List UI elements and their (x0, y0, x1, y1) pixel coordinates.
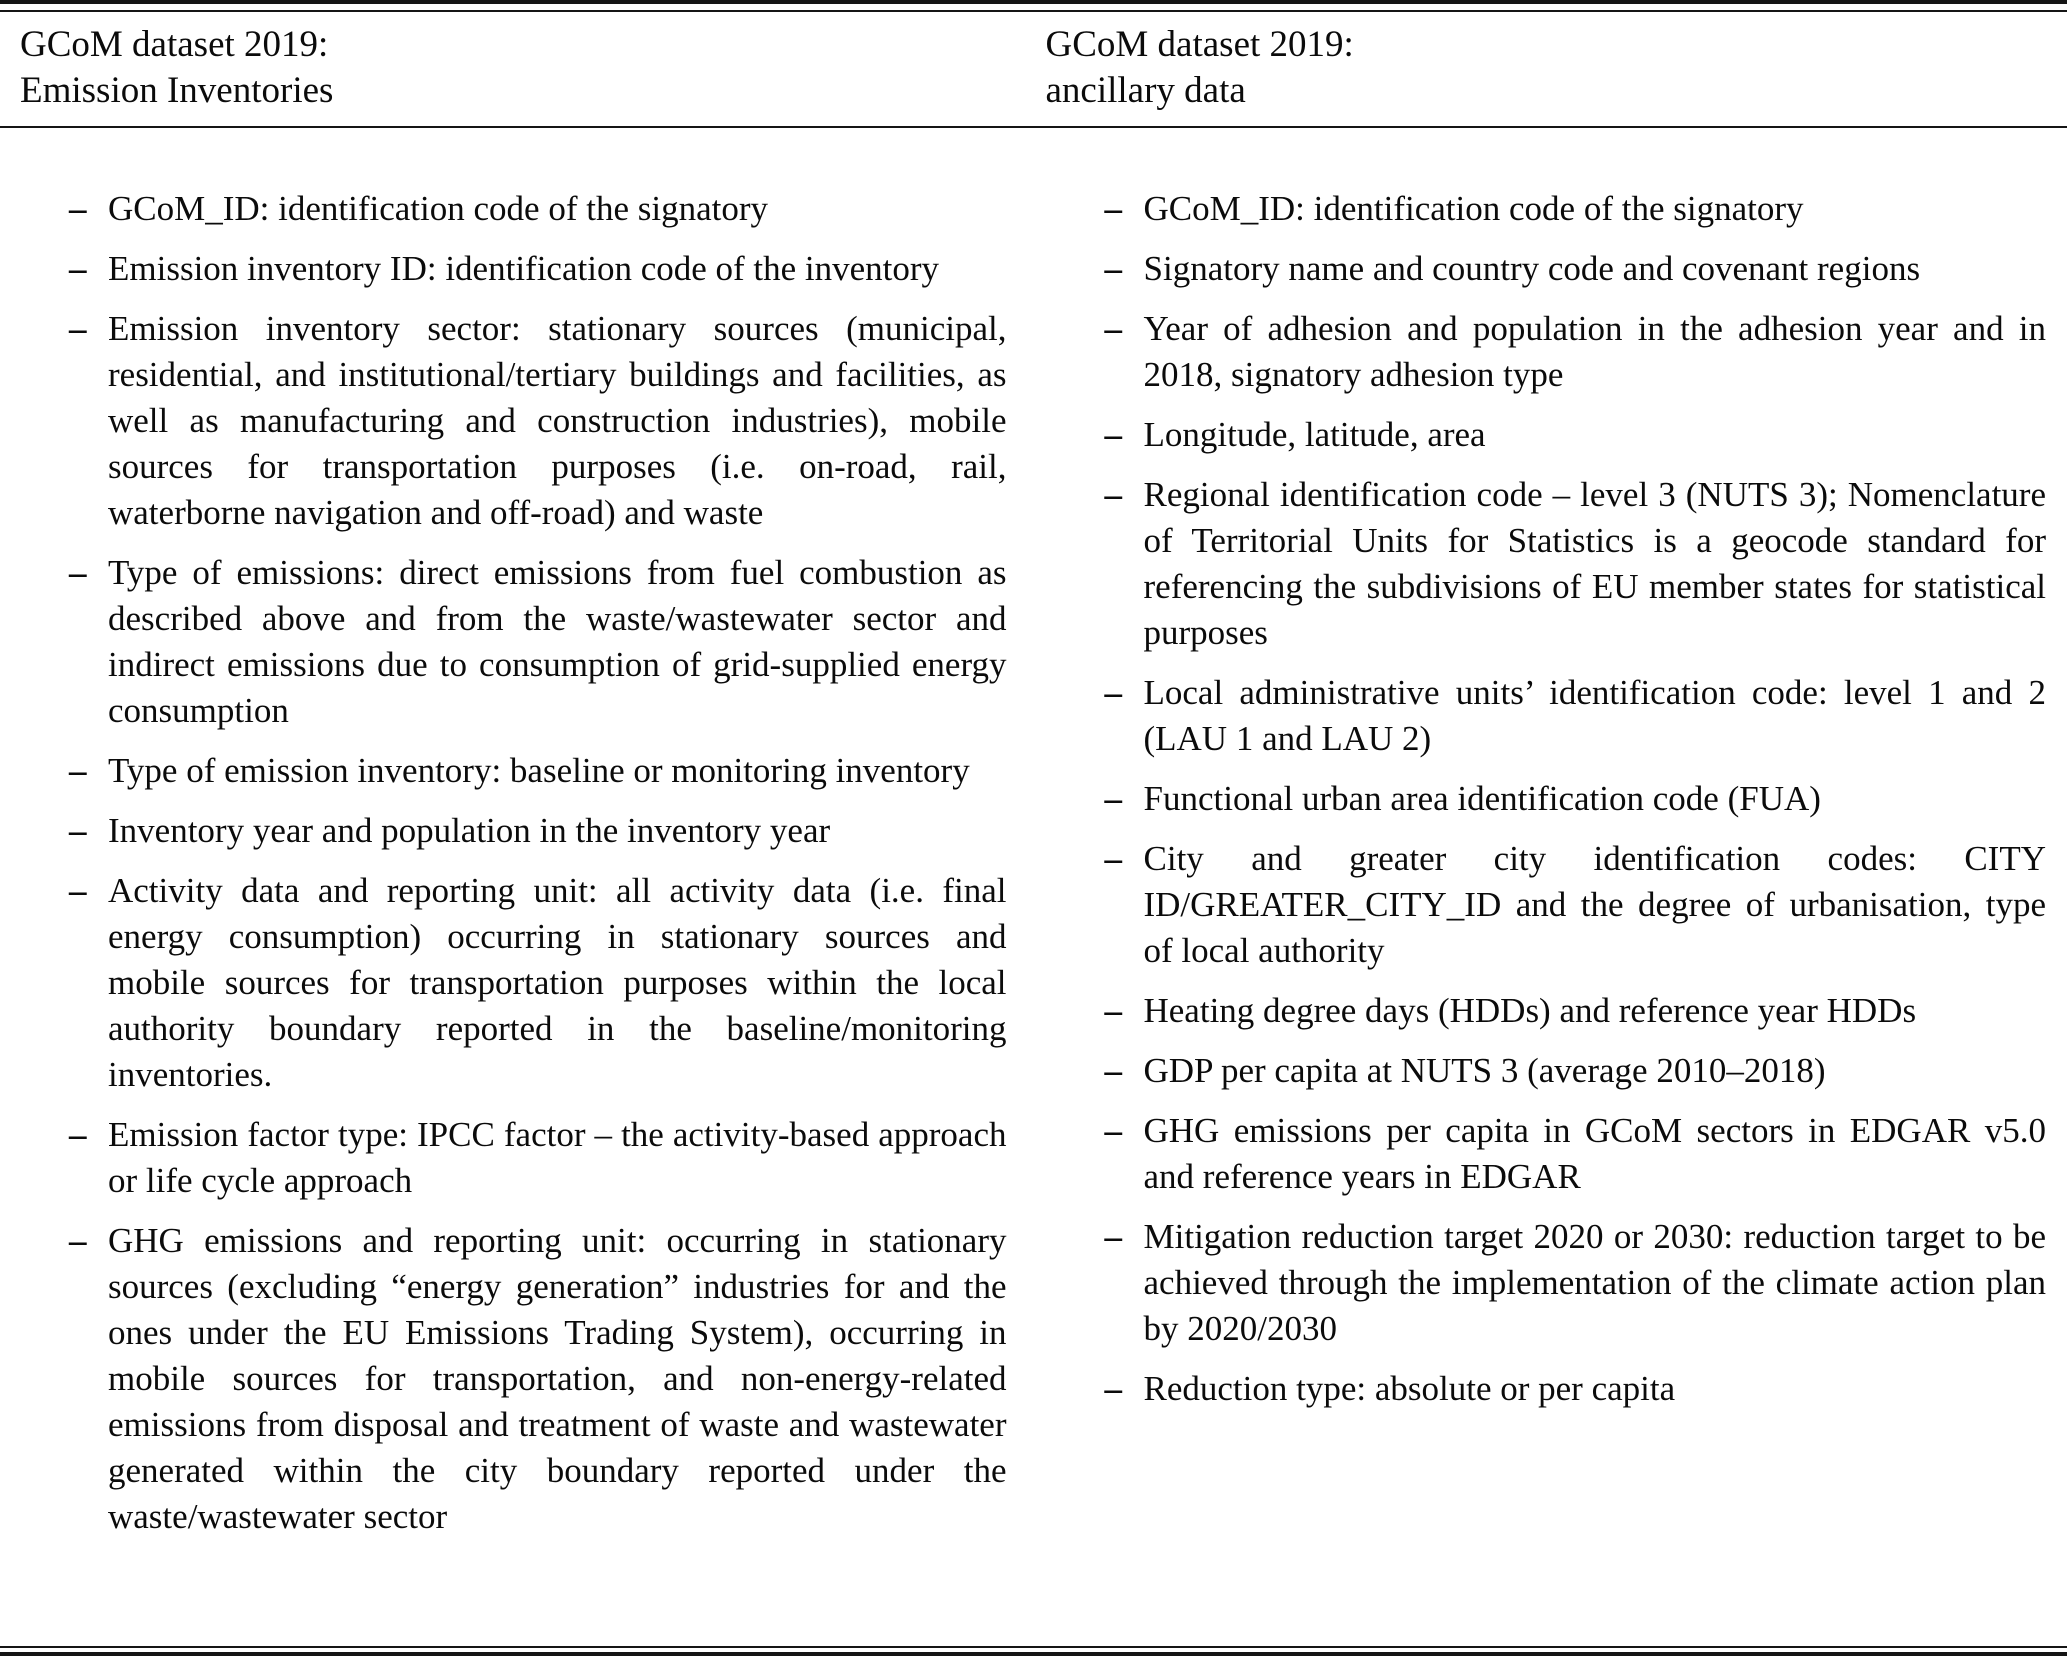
dash-bullet-icon: – (1104, 673, 1122, 712)
list-item (1105, 412, 2047, 458)
list-item (69, 550, 1007, 734)
table-header-row (0, 12, 2067, 128)
list-item (69, 1218, 1007, 1540)
list-item (69, 868, 1007, 1098)
table-bottom-rule (0, 1646, 2067, 1656)
list-item (69, 306, 1007, 536)
dash-bullet-icon: – (69, 189, 87, 228)
list-item-text: Functional urban area identification code (FUA) (1143, 779, 1821, 818)
dash-bullet-icon: – (1104, 991, 1122, 1030)
list-item (1105, 246, 2047, 292)
list-item (1105, 472, 2047, 656)
list-item-text: Longitude, latitude, area (1143, 415, 1486, 454)
list-item (69, 1112, 1007, 1204)
list-item (69, 808, 1007, 854)
list-item (1105, 186, 2047, 232)
dash-bullet-icon: – (1104, 309, 1122, 348)
column-header-emission-inventories (0, 22, 1034, 114)
list-item-text: Type of emissions: direct emissions from fuel combustion as described above and from the waste/wastewater sector and indirect emissions due to consumption of grid-supplied energy consumption (108, 553, 1007, 730)
list-item-text: Signatory name and country code and covenant regions (1143, 249, 1921, 288)
dash-bullet-icon: – (69, 553, 87, 592)
list-item (1105, 1108, 2047, 1200)
header-line: Emission Inventories (20, 70, 334, 111)
dash-bullet-icon: – (1104, 415, 1122, 454)
list-item-text: GCoM_ID: identification code of the signatory (1143, 189, 1804, 228)
list-item-text: Year of adhesion and population in the adhesion year and in 2018, signatory adhesion type (1143, 309, 2046, 394)
dash-bullet-icon: – (1104, 1111, 1122, 1150)
list-item (69, 748, 1007, 794)
dash-bullet-icon: – (1104, 779, 1122, 818)
header-line: GCoM dataset 2019: (1045, 24, 1354, 65)
dash-bullet-icon: – (1104, 189, 1122, 228)
dash-bullet-icon: – (69, 811, 87, 850)
dash-bullet-icon: – (69, 751, 87, 790)
list-item-text: GHG emissions per capita in GCoM sectors in EDGAR v5.0 and reference years in EDGAR (1143, 1111, 2046, 1196)
list-item-text: Emission factor type: IPCC factor – the activity-based approach or life cycle approach (108, 1115, 1007, 1200)
list-item (1105, 988, 2047, 1034)
list-item-text: Emission inventory ID: identification code of the inventory (108, 249, 940, 288)
list-item (1105, 306, 2047, 398)
dash-bullet-icon: – (1104, 839, 1122, 878)
list-item (69, 186, 1007, 232)
list-item-text: Regional identification code – level 3 (NUTS 3); Nomenclature of Territorial Units for Statistics is a geocode standard for referencing the subdivisions of EU member states for statistical purposes (1143, 475, 2046, 652)
column-header-ancillary-data (1034, 22, 2067, 114)
list-item (1105, 1048, 2047, 1094)
list-item-text: GCoM_ID: identification code of the signatory (108, 189, 768, 228)
dash-bullet-icon: – (1104, 1369, 1122, 1408)
dash-bullet-icon: – (69, 309, 87, 348)
dash-bullet-icon: – (1104, 1217, 1122, 1256)
list-item-text: Reduction type: absolute or per capita (1143, 1369, 1676, 1408)
list-item-text: GDP per capita at NUTS 3 (average 2010–2018) (1143, 1051, 1826, 1090)
list-item (1105, 836, 2047, 974)
list-item-text: Activity data and reporting unit: all activity data (i.e. final energy consumption) occurring in stationary sources and mobile sources for transportation purposes within the local authority boundary reported in the baseline/monitoring inventories. (108, 871, 1007, 1094)
header-line: GCoM dataset 2019: (20, 24, 329, 65)
list-item-text: Mitigation reduction target 2020 or 2030: reduction target to be achieved through the implementation of the climate action plan by 2020/2030 (1143, 1217, 2046, 1348)
table-top-rule (0, 0, 2067, 12)
table-body-row (0, 128, 2067, 1646)
column-emission-inventories (0, 186, 1034, 1646)
list-item-text: Emission inventory sector: stationary sources (municipal, residential, and institutional/tertiary buildings and facilities, as well as manufacturing and construction industries), mobile sources for transportation purposes (i.e. on-road, rail, waterborne navigation and off-road) and waste (108, 309, 1007, 532)
dash-bullet-icon: – (69, 249, 87, 288)
list-item-text: City and greater city identification codes: CITY ID/GREATER_CITY_ID and the degree of urbanisation, type of local authority (1143, 839, 2046, 970)
list-item (69, 246, 1007, 292)
list-item-text: Local administrative units’ identification code: level 1 and 2 (LAU 1 and LAU 2) (1143, 673, 2046, 758)
list-item-text: Inventory year and population in the inventory year (108, 811, 831, 850)
dash-bullet-icon: – (69, 1115, 87, 1154)
dash-bullet-icon: – (69, 871, 87, 910)
ancillary-data-list (1105, 186, 2047, 1412)
dash-bullet-icon: – (69, 1221, 87, 1260)
dash-bullet-icon: – (1104, 1051, 1122, 1090)
list-item (1105, 1366, 2047, 1412)
dash-bullet-icon: – (1104, 475, 1122, 514)
header-line: ancillary data (1045, 70, 1246, 111)
list-item-text: Type of emission inventory: baseline or monitoring inventory (108, 751, 970, 790)
emission-inventories-list (69, 186, 1007, 1540)
list-item (1105, 776, 2047, 822)
list-item-text: Heating degree days (HDDs) and reference year HDDs (1143, 991, 1917, 1030)
list-item-text: GHG emissions and reporting unit: occurring in stationary sources (excluding “energy generation” industries for and the ones under the EU Emissions Trading System), occurring in mobile sources for transportation, and non-energy-related emissions from disposal and treatment of waste and wastewater generated within the city boundary reported under the waste/wastewater sector (108, 1221, 1007, 1536)
column-ancillary-data (1034, 186, 2067, 1646)
list-item (1105, 1214, 2047, 1352)
list-item (1105, 670, 2047, 762)
dash-bullet-icon: – (1104, 249, 1122, 288)
